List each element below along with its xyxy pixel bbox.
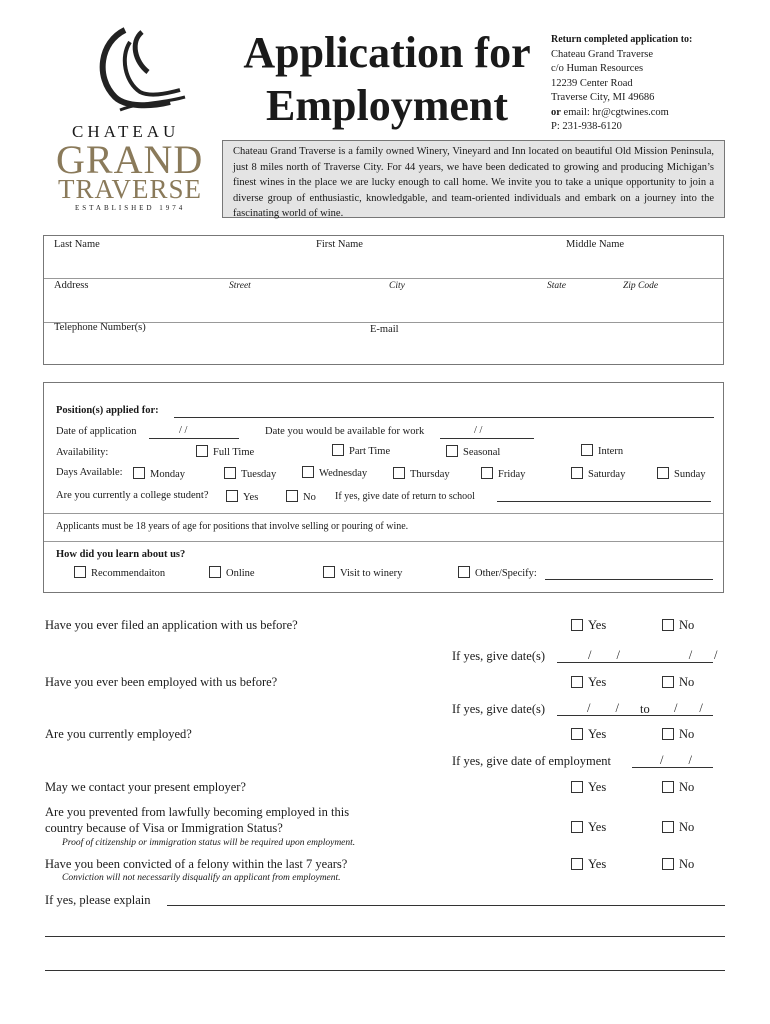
learn-other-field[interactable] [545,579,713,580]
question-contact-employer: May we contact your present employer? [45,780,246,794]
email-label: E-mail [370,324,399,335]
visa-note: Proof of citizenship or immigration status will be required upon employment. [62,838,356,848]
day-sunday[interactable] [657,467,706,480]
checkbox[interactable] [657,467,669,479]
availability-part-time[interactable] [332,444,390,457]
q4-yes[interactable] [571,780,606,795]
logo-grand: GRAND [56,137,204,182]
college-student-label: Are you currently a college student? [56,490,209,501]
return-email-prefix: or [551,106,561,118]
option-label: No [679,780,695,794]
return-address [551,33,692,135]
city-label: City [389,281,405,291]
day-friday[interactable] [481,467,525,480]
day-monday[interactable] [133,467,185,480]
logo-established: ESTABLISHED 1974 [75,204,186,212]
return-line: c/o Human Resources [551,63,644,74]
return-phone: P: 231-938-6120 [551,121,622,132]
street-label: Street [229,281,251,291]
first-name-label: First Name [316,239,363,250]
checkbox[interactable] [196,445,208,457]
checkbox[interactable] [393,467,405,479]
q1-yes[interactable] [571,618,606,633]
q3-yes[interactable] [571,727,606,742]
last-name-label: Last Name [54,239,100,250]
question-currently-employed: Are you currently employed? [45,727,192,741]
option-label: Seasonal [463,447,501,458]
learn-other[interactable] [458,566,537,579]
q2-date-slashes-2: / / [674,701,703,715]
date-of-application-label: Date of application [56,426,137,437]
q2-no[interactable] [662,675,694,690]
zip-label: Zip Code [623,281,659,291]
felony-note: Conviction will not necessarily disqualify an applicant from employment. [62,873,341,883]
logo-traverse: TRAVERSE [58,174,203,204]
date-of-application-slashes: / / [179,425,188,436]
checkbox[interactable] [446,445,458,457]
option-label: Thursday [410,469,450,480]
position-applied-label: Position(s) applied for: [56,405,159,416]
page-title [232,26,542,132]
option-label: Yes [588,820,607,834]
q4-no[interactable] [662,780,694,795]
question-felony: Have you been convicted of a felony within the last 7 years? [45,857,348,871]
option-label: Other/Specify: [475,568,537,579]
question-visa-line1: Are you prevented from lawfully becoming employed in this [45,805,350,819]
logo-swirl-icon [80,22,190,122]
return-email [551,106,692,121]
q3-no[interactable] [662,727,694,742]
option-label: No [679,675,695,689]
age-note: Applicants must be 18 years of age for positions that involve selling or pouring of wine. [56,521,409,532]
availability-seasonal[interactable] [446,445,500,458]
q3-date-slashes: / / [660,753,692,767]
day-wednesday[interactable] [302,466,367,479]
option-label: Friday [498,469,526,480]
day-thursday[interactable] [393,467,450,480]
checkbox[interactable] [662,619,674,631]
college-no[interactable] [286,490,316,503]
checkbox[interactable] [571,858,583,870]
day-saturday[interactable] [571,467,625,480]
availability-label: Availability: [56,447,109,458]
date-available-field[interactable] [440,438,534,439]
checkbox[interactable] [224,467,236,479]
telephone-label: Telephone Number(s) [54,322,146,333]
question-filed-before: Have you ever filed an application with us before? [45,618,298,632]
option-label: Yes [588,727,607,741]
option-label: No [679,727,695,741]
checkbox[interactable] [481,467,493,479]
question-employed-before: Have you ever been employed with us before? [45,675,278,689]
checkbox[interactable] [571,728,583,740]
checkbox[interactable] [286,490,298,502]
checkbox[interactable] [458,566,470,578]
checkbox[interactable] [571,619,583,631]
explain-field-line-1[interactable] [167,905,725,906]
q2-yes[interactable] [571,675,606,690]
learn-recommendation[interactable] [74,566,165,579]
return-line: 12239 Center Road [551,77,633,89]
q2-date-slashes: / / [587,701,619,715]
option-label: No [679,857,695,871]
option-label: Visit to winery [340,568,403,579]
explain-label: If yes, please explain [45,893,151,907]
q5-yes[interactable] [571,820,606,835]
checkbox[interactable] [226,490,238,502]
option-label: Monday [150,469,185,480]
option-label: No [303,492,316,503]
explain-field-line-2[interactable] [45,936,725,937]
checkbox[interactable] [662,728,674,740]
logo-chateau: CHATEAU [72,122,180,141]
q2-dates-label: If yes, give date(s) [452,702,546,716]
q1-dates-label: If yes, give date(s) [452,649,546,663]
option-label: No [679,820,695,834]
return-email-text: email: hr@cgtwines.com [563,106,669,118]
option-label: Sunday [674,469,706,480]
availability-intern[interactable] [581,444,623,457]
availability-full-time[interactable] [196,445,254,458]
date-available-slashes: / / [474,425,483,436]
option-label: No [679,618,695,632]
option-label: Recommendaiton [91,568,166,579]
checkbox[interactable] [581,444,593,456]
option-label: Full Time [213,447,255,458]
question-visa-line2: country because of Visa or Immigration Status? [45,821,283,835]
date-of-application-field[interactable] [149,438,239,439]
checkbox[interactable] [662,676,674,688]
q2-to-label: to [640,702,650,716]
checkbox[interactable] [323,566,335,578]
title-line-1: Application for [243,28,531,77]
return-line: Traverse City, MI 49686 [551,92,655,103]
option-label: Yes [588,618,607,632]
checkbox[interactable] [74,566,86,578]
checkbox[interactable] [571,467,583,479]
option-label: Tuesday [241,469,277,480]
checkbox[interactable] [209,566,221,578]
days-available-label: Days Available: [56,467,123,478]
return-date-field[interactable] [497,501,711,502]
learn-visit-winery[interactable] [323,566,402,579]
checkbox[interactable] [662,781,674,793]
option-label: Yes [588,780,607,794]
option-label: Online [226,568,255,579]
checkbox[interactable] [302,466,314,478]
intro-text: Chateau Grand Traverse is a family owned Winery, Vineyard and Inn located on beautiful Old Mission Peninsula, just 8 miles north of Traverse City. For 44 years, we have been dedicated to growing and producing Michigan’s finest wines in the place we are lucky enough to call home. We invite you to take a unique opportunity to join a diverse group of enthusiastic, knowledgable, and team-oriented individuals and embark on a journey into the fascinating world of wine. [222,140,725,218]
q1-no[interactable] [662,618,694,633]
title-line-2: Employment [266,81,508,130]
return-heading: Return completed application to: [551,34,693,45]
checkbox[interactable] [332,444,344,456]
date-available-label: Date you would be available for work [265,426,425,437]
address-label: Address [54,280,89,291]
option-label: Saturday [588,469,626,480]
q6-yes[interactable] [571,857,606,872]
state-label: State [547,281,566,291]
middle-name-label: Middle Name [566,239,625,250]
q3-date-label: If yes, give date of employment [452,754,611,768]
learn-about-label: How did you learn about us? [56,549,186,560]
option-label: Yes [588,675,607,689]
learn-online[interactable] [209,566,255,579]
option-label: Part Time [349,446,391,457]
q6-no[interactable] [662,857,694,872]
college-yes[interactable] [226,490,258,503]
q1-date-slashes: / / / / [588,648,718,662]
return-line: Chateau Grand Traverse [551,48,654,60]
checkbox[interactable] [133,467,145,479]
option-label: Wednesday [319,468,368,479]
position-section [43,382,724,593]
checkbox[interactable] [571,821,583,833]
personal-info-section [43,235,724,365]
checkbox[interactable] [662,821,674,833]
checkbox[interactable] [662,858,674,870]
q5-no[interactable] [662,820,694,835]
option-label: Yes [243,492,259,503]
option-label: Intern [598,446,624,457]
return-date-label: If yes, give date of return to school [335,491,475,502]
company-logo [50,22,220,222]
position-applied-field[interactable] [174,417,714,418]
option-label: Yes [588,857,607,871]
day-tuesday[interactable] [224,467,276,480]
checkbox[interactable] [571,781,583,793]
explain-field-line-3[interactable] [45,970,725,971]
checkbox[interactable] [571,676,583,688]
